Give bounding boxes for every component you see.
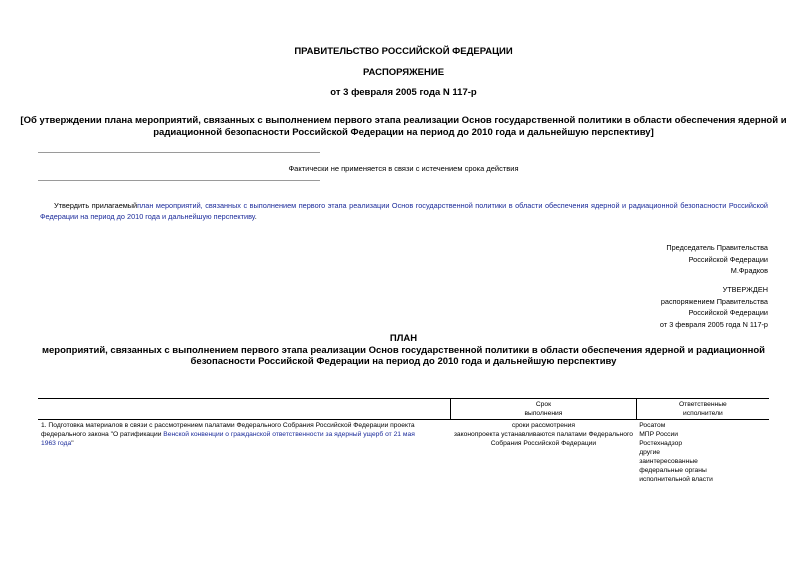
table-header-row bbox=[38, 399, 769, 420]
divider-top bbox=[38, 152, 320, 153]
approved-label: УТВЕРЖДЕН bbox=[722, 285, 768, 294]
term-line-2: законопроекта устанавливаются палатами Федерального bbox=[453, 431, 633, 438]
signature-block bbox=[666, 242, 768, 277]
task-line-3-suffix: " bbox=[71, 440, 74, 447]
responsible-item: федеральные органы bbox=[639, 467, 707, 474]
responsible-cell bbox=[636, 420, 769, 486]
header-task-cell bbox=[38, 399, 451, 420]
header-term-line-2: выполнения bbox=[524, 410, 563, 417]
approval-paragraph bbox=[40, 200, 768, 222]
vienna-convention-link-cont[interactable]: 1963 года bbox=[41, 440, 72, 447]
plan-subtitle-line-2: безопасности Российской Федерации на период до 2010 года и дальнейшую перспективу bbox=[190, 356, 617, 367]
responsible-item: Ростехнадзор bbox=[639, 440, 683, 447]
plan-link[interactable]: план мероприятий, связанных с выполнением первого этапа реализации Основ государственной политики в области обеспечения ядерной и радиационной безопасности Российской Федерации на период до 2010 года и дальнейшую перспективу bbox=[40, 201, 768, 221]
header-responsible-line-1: Ответственные bbox=[678, 401, 727, 408]
government-heading: ПРАВИТЕЛЬСТВО РОССИЙСКОЙ ФЕДЕРАЦИИ bbox=[294, 46, 513, 57]
plan-title-block bbox=[0, 333, 807, 368]
responsible-item: Росатом bbox=[639, 422, 666, 429]
approved-by: распоряжением Правительства bbox=[660, 296, 768, 306]
task-line-1: 1. Подготовка материалов в связи с рассмотрением палатами Федерального Собрания Российской Федерации проекта bbox=[41, 422, 415, 429]
approved-date: от 3 февраля 2005 года N 117-р bbox=[659, 319, 768, 329]
document-subject-line-1: [Об утверждении плана мероприятий, связанных с выполнением первого этапа реализации Основ государственной политики в области обеспечения ядерной и bbox=[20, 115, 787, 126]
responsible-item: исполнительной власти bbox=[639, 476, 713, 483]
signature-position: Председатель Правительства bbox=[666, 243, 768, 252]
signature-name: М.Фрадков bbox=[730, 266, 768, 275]
responsible-item: заинтересованные bbox=[639, 458, 698, 465]
document-subject-line-2: радиационной безопасности Российской Федерации на период до 2010 года и дальнейшую перспективу] bbox=[153, 127, 654, 138]
approval-prefix: Утвердить прилагаемый bbox=[54, 201, 138, 210]
task-cell bbox=[38, 420, 451, 486]
term-cell bbox=[451, 420, 637, 486]
plan-title: ПЛАН bbox=[389, 333, 418, 344]
table-row bbox=[38, 420, 769, 486]
task-line-2 bbox=[41, 430, 448, 439]
header-responsible-line-2: исполнители bbox=[683, 410, 723, 417]
approval-stamp-block bbox=[660, 284, 768, 330]
approved-country: Российской Федерации bbox=[688, 308, 768, 317]
document-date-number: от 3 февраля 2005 года N 117-р bbox=[330, 87, 477, 98]
vienna-convention-link[interactable]: Венской конвенции о гражданской ответственности за ядерный ущерб от 21 мая bbox=[163, 431, 415, 438]
term-line-3: Собрания Российской Федерации bbox=[490, 440, 597, 447]
approval-suffix: . bbox=[254, 212, 257, 221]
signature-country: Российской Федерации bbox=[688, 254, 768, 264]
term-line-1: сроки рассмотрения bbox=[511, 422, 575, 429]
header-term-cell bbox=[451, 399, 637, 420]
plan-table bbox=[38, 398, 769, 485]
header-responsible-cell bbox=[636, 399, 769, 420]
divider-bottom bbox=[38, 180, 320, 181]
responsible-item: МПР России bbox=[639, 431, 678, 438]
document-subject bbox=[0, 115, 807, 139]
task-line-3 bbox=[41, 439, 448, 448]
task-line-2-prefix: федерального закона "О ратификации bbox=[41, 431, 164, 438]
plan-subtitle-line-1: мероприятий, связанных с выполнением первого этапа реализации Основ государственной политики в области обеспечения ядерной и радиационной bbox=[41, 344, 765, 356]
responsible-item: другие bbox=[639, 449, 661, 456]
status-note: Фактически не применяется в связи с истечением срока действия bbox=[288, 164, 519, 173]
document-type-heading: РАСПОРЯЖЕНИЕ bbox=[362, 67, 445, 78]
header-term-line-1: Срок bbox=[535, 401, 552, 408]
